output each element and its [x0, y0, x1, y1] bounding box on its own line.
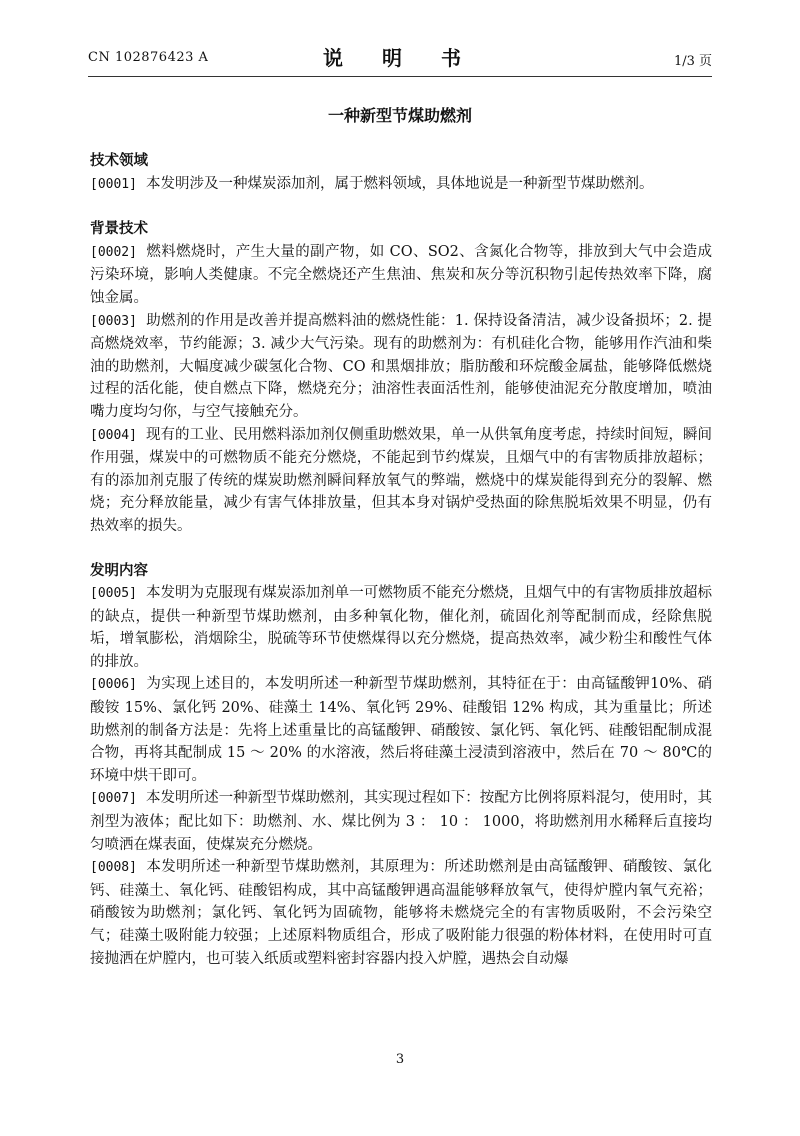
page-info: 1/3 页: [673, 54, 712, 69]
paragraph: [90, 787, 712, 856]
paragraph: [90, 856, 712, 970]
page-number: 3: [395, 1052, 405, 1067]
paragraph-text: 为实现上述目的，本发明所述一种新型节煤助燃剂，其特征在于：由高锰酸钾10%、硝酸铵 15%、氯化钙 20%、硅藻土 14%、氧化钙 29%、硅酸铝 12% 构成，其为重量比；所述助燃剂的制备方法是：先将上述重量比的高锰酸钾、硝酸铵、氯化钙、氧化钙、硅酸铝配制成混合物，再将其配制成 15 ～ 20% 的水溶液，然后将硅藻土浸渍到溶液中，然后在 70 ～ 80℃的环境中烘干即可。: [90, 676, 712, 784]
section-heading: 发明内容: [90, 562, 148, 579]
paragraph: [90, 673, 712, 787]
section-background: [90, 218, 712, 537]
paragraph: [90, 173, 712, 197]
page-header: [88, 42, 712, 72]
paragraph-text: 本发明涉及一种煤炭添加剂，属于燃料领域，具体地说是一种新型节煤助燃剂。: [146, 175, 654, 192]
section-heading: 背景技术: [90, 221, 148, 238]
paragraph: [90, 241, 712, 310]
section-technical-field: [90, 150, 712, 196]
paragraph-text: 助燃剂的作用是改善并提高燃料油的燃烧性能：1. 保持设备清洁，减少设备损坏；2. 提高燃烧效率，节约能源；3. 减少大气污染。现有的助燃剂为：有机硅化合物，能够用作汽油和柴油的助燃剂，大幅度减少碳氢化合物、CO 和黑烟排放；脂肪酸和环烷酸金属盐，能够降低燃烧过程的活化能，使自燃点下降，燃烧充分；油溶性表面活性剂，能够使油泥充分散度增加，喷油嘴力度均匀你，与空气接触充分。: [90, 312, 712, 420]
paragraph-number: [0002]: [90, 244, 137, 260]
document-title: 一种新型节煤助燃剂: [327, 106, 472, 125]
paragraph: [90, 582, 712, 673]
paragraph-number: [0006]: [90, 677, 137, 693]
paragraph-text: 现有的工业、民用燃料添加剂仅侧重助燃效果，单一从供氧角度考虑，持续时间短，瞬间作用强，煤炭中的可燃物质不能充分燃烧，不能起到节约煤炭，且烟气中的有害物质排放超标；有的添加剂克服了传统的煤炭助燃剂瞬间释放氧气的弊端，燃烧中的煤炭能得到充分的裂解、燃烧；充分释放能量，减少有害气体排放量，但其本身对锅炉受热面的除焦脱垢效果不明显，仍有热效率的损失。: [90, 426, 712, 534]
document-body: [90, 150, 712, 970]
paragraph-number: [0005]: [90, 586, 137, 602]
paragraph-text: 本发明所述一种新型节煤助燃剂，其实现过程如下：按配方比例将原料混匀，使用时，其剂型为液体；配比如下：助燃剂、水、煤比例为 3 ： 10 ： 1000，将助燃剂用水稀释后直接均匀喷洒在煤表面，使煤炭充分燃烧。: [90, 790, 712, 853]
paragraph: [90, 310, 712, 424]
header-rule: [88, 76, 712, 77]
paragraph-text: 本发明所述一种新型节煤助燃剂，其原理为：所述助燃剂是由高锰酸钾、硝酸铵、氯化钙、硅藻土、氧化钙、硅酸铝构成，其中高锰酸钾遇高温能够释放氧气，使得炉膛内氧气充裕；硝酸铵为助燃剂；氯化钙、氧化钙为固硫物，能够将未燃烧完全的有害物质吸附，不会污染空气；硅藻土吸附能力较强；上述原料物质组合，形成了吸附能力很强的粉体材料，在使用时可直接抛洒在炉膛内，也可装入纸质或塑料密封容器内投入炉膛，遇热会自动爆: [90, 859, 712, 967]
paragraph: [90, 424, 712, 538]
paragraph-text: 燃料燃烧时，产生大量的副产物，如 CO、SO2、含氮化合物等，排放到大气中会造成污染环境，影响人类健康。不完全燃烧还产生焦油、焦炭和灰分等沉积物引起传热效率下降，腐蚀金属。: [90, 243, 712, 306]
paragraph-number: [0003]: [90, 313, 137, 329]
paragraph-number: [0001]: [90, 176, 137, 192]
paragraph-number: [0007]: [90, 791, 137, 807]
publication-number: CN 102876423 A: [88, 50, 209, 65]
paragraph-number: [0008]: [90, 860, 137, 876]
section-invention-content: [90, 560, 712, 971]
document-type: 说 明 书: [323, 46, 477, 70]
paragraph-number: [0004]: [90, 427, 137, 443]
paragraph-text: 本发明为克服现有煤炭添加剂单一可燃物质不能充分燃烧，且烟气中的有害物质排放超标的缺点，提供一种新型节煤助燃剂，由多种氧化物，催化剂，硫固化剂等配制而成，经除焦脱垢，增氧膨松，消烟除尘，脱硫等环节使燃煤得以充分燃烧，提高热效率，减少粉尘和酸性气体的排放。: [90, 585, 712, 670]
section-heading: 技术领域: [90, 153, 148, 169]
